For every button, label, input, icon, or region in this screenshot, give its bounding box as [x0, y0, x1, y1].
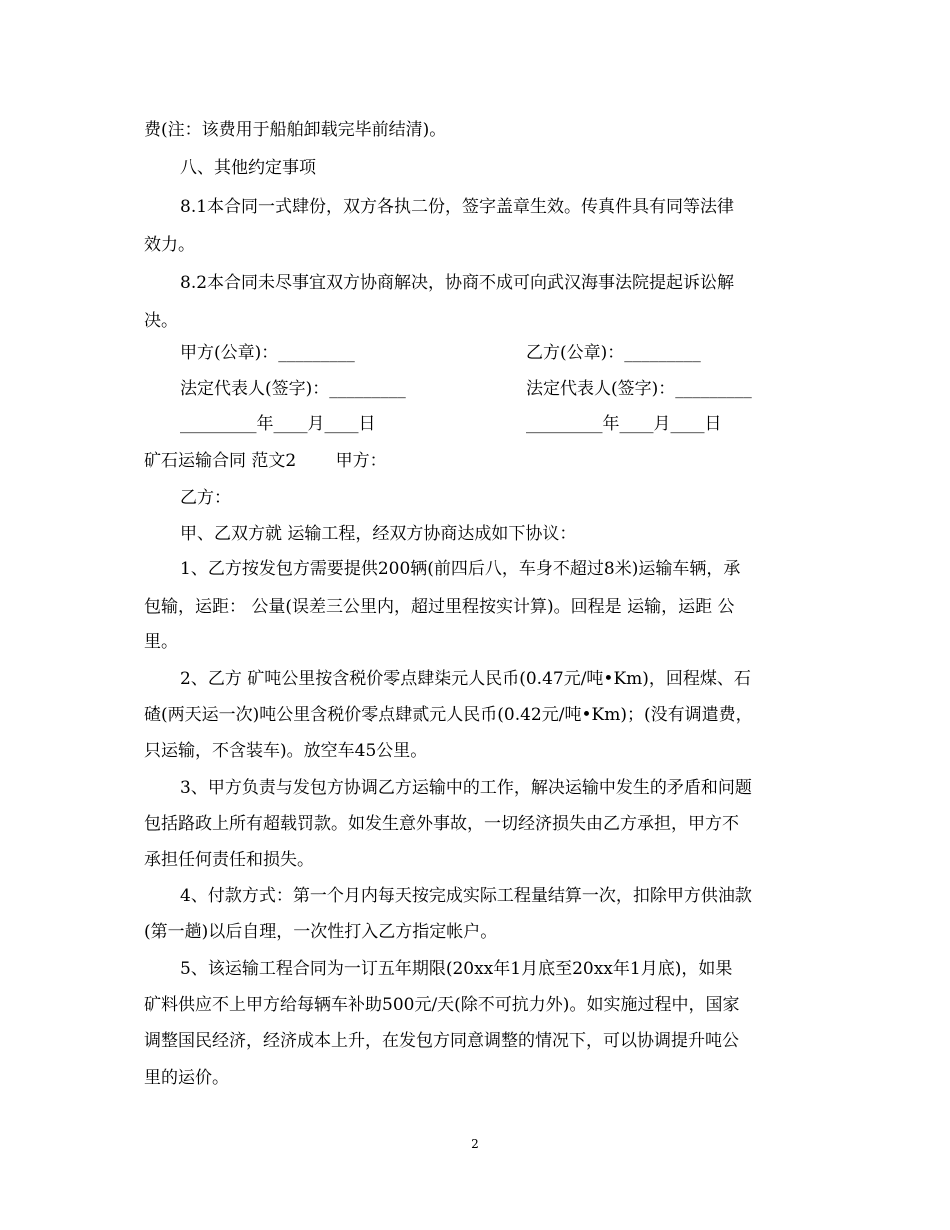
paragraph-line: 包括路政上所有超载罚款。如发生意外事故，一切经济损失由乙方承担，甲方不 — [144, 814, 739, 834]
paragraph-line: 乙方： — [180, 488, 231, 508]
paragraph-line: 调整国民经济，经济成本上升，在发包方同意调整的情况下，可以协调提升吨公 — [144, 1031, 739, 1051]
paragraph-line: 8.2本合同未尽事宜双方协商解决，协商不成可向武汉海事法院提起诉讼解 — [180, 273, 735, 293]
paragraph-line: 碴(两天运一次)吨公里含税价零点肆贰元人民币(0.42元/吨•Km)；(没有调遣费， — [144, 705, 753, 725]
paragraph-line: 只运输，不含装车)。放空车45公里。 — [144, 741, 428, 761]
party-a-date-line: _________年____月____日 — [180, 414, 376, 434]
paragraph-line: 承担任何责任和损失。 — [144, 850, 314, 870]
paragraph-line: 包输，运距： 公量(误差三公里内，超过里程按实计算)。回程是 运输，运距 公 — [144, 597, 735, 617]
paragraph-line: (第一趟)以后自理，一次性打入乙方指定帐户。 — [144, 922, 498, 942]
paragraph-line: 2、乙方 矿吨公里按含税价零点肆柒元人民币(0.47元/吨•Km)，回程煤、石 — [180, 669, 751, 689]
party-a-seal-line: 甲方(公章)：_________ — [180, 343, 355, 363]
paragraph-line: 矿料供应不上甲方给每辆车补助500元/天(除不可抗力外)。如实施过程中，国家 — [144, 995, 740, 1015]
paragraph-line: 1、乙方按发包方需要提供200辆(前四后八，车身不超过8米)运输车辆，承 — [180, 559, 741, 579]
party-b-seal-line: 乙方(公章)：_________ — [526, 343, 701, 363]
paragraph-line: 里。 — [144, 632, 178, 652]
paragraph-line: 3、甲方负责与发包方协调乙方运输中的工作，解决运输中发生的矛盾和问题 — [180, 778, 752, 798]
paragraph-line: 8.1本合同一式肆份，双方各执二份，签字盖章生效。传真件具有同等法律 — [180, 197, 735, 217]
party-b-date-line: _________年____月____日 — [526, 414, 722, 434]
paragraph-line: 4、付款方式：第一个月内每天按完成实际工程量结算一次，扣除甲方供油款 — [180, 886, 752, 906]
section-heading: 八、其他约定事项 — [180, 158, 316, 178]
party-b-representative-line: 法定代表人(签字)：_________ — [526, 379, 752, 399]
paragraph-line: 甲、乙双方就 运输工程，经双方协商达成如下协议： — [180, 524, 577, 544]
party-a-representative-line: 法定代表人(签字)：_________ — [180, 379, 406, 399]
page-number: 2 — [471, 1137, 479, 1151]
paragraph-line: 决。 — [144, 311, 178, 331]
paragraph-line: 效力。 — [144, 235, 195, 255]
paragraph-line: 里的运价。 — [144, 1068, 229, 1088]
contract-title-line: 矿石运输合同 范文2 甲方： — [144, 451, 387, 471]
paragraph-line: 5、该运输工程合同为一订五年期限(20xx年1月底至20xx年1月底)，如果 — [180, 959, 733, 979]
paragraph-line: 费(注：该费用于船舶卸载完毕前结清)。 — [144, 120, 447, 140]
